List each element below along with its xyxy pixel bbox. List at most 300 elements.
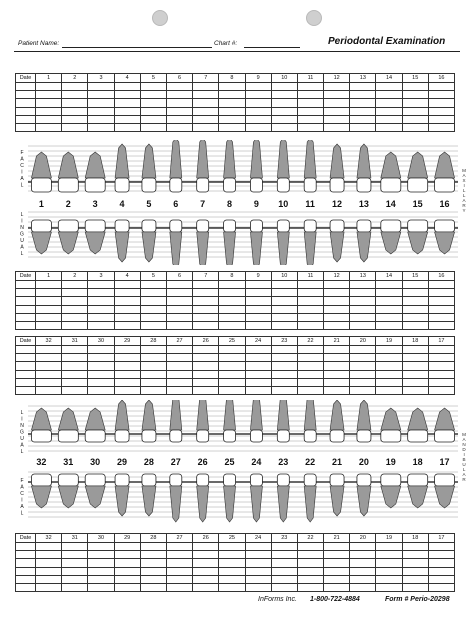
entry-cell[interactable] [62,551,88,559]
entry-cell[interactable] [219,313,245,321]
entry-cell[interactable] [62,370,88,378]
entry-cell[interactable] [193,289,219,297]
entry-cell[interactable] [16,91,36,99]
entry-cell[interactable] [297,107,323,115]
entry-cell[interactable] [88,378,114,386]
entry-cell[interactable] [140,91,166,99]
entry-cell[interactable] [402,281,428,289]
entry-cell[interactable] [297,123,323,131]
entry-cell[interactable] [166,551,192,559]
entry-cell[interactable] [402,370,428,378]
entry-cell[interactable] [140,583,166,591]
entry-cell[interactable] [297,281,323,289]
entry-cell[interactable] [166,107,192,115]
entry-cell[interactable] [324,354,350,362]
entry-cell[interactable] [193,83,219,91]
entry-cell[interactable] [376,297,402,305]
entry-cell[interactable] [350,91,376,99]
entry-cell[interactable] [428,321,454,329]
entry-cell[interactable] [245,551,271,559]
entry-cell[interactable] [245,289,271,297]
entry-cell[interactable] [428,107,454,115]
entry-cell[interactable] [88,583,114,591]
entry-cell[interactable] [114,313,140,321]
entry-cell[interactable] [62,583,88,591]
entry-cell[interactable] [428,281,454,289]
entry-cell[interactable] [428,370,454,378]
entry-cell[interactable] [324,107,350,115]
entry-cell[interactable] [140,370,166,378]
entry-cell[interactable] [350,575,376,583]
entry-cell[interactable] [140,354,166,362]
entry-cell[interactable] [297,551,323,559]
entry-cell[interactable] [297,321,323,329]
entry-cell[interactable] [88,354,114,362]
entry-cell[interactable] [62,107,88,115]
entry-cell[interactable] [428,313,454,321]
entry-cell[interactable] [88,107,114,115]
entry-cell[interactable] [166,583,192,591]
entry-cell[interactable] [166,543,192,551]
entry-cell[interactable] [36,281,62,289]
entry-cell[interactable] [271,115,297,123]
entry-cell[interactable] [297,99,323,107]
entry-cell[interactable] [219,543,245,551]
entry-cell[interactable] [166,297,192,305]
entry-cell[interactable] [271,346,297,354]
entry-cell[interactable] [36,543,62,551]
entry-cell[interactable] [114,543,140,551]
entry-cell[interactable] [428,559,454,567]
entry-cell[interactable] [271,551,297,559]
entry-cell[interactable] [428,115,454,123]
entry-cell[interactable] [114,354,140,362]
entry-cell[interactable] [324,543,350,551]
entry-cell[interactable] [88,386,114,394]
entry-cell[interactable] [166,559,192,567]
entry-cell[interactable] [428,551,454,559]
entry-cell[interactable] [88,346,114,354]
entry-cell[interactable] [350,362,376,370]
entry-cell[interactable] [219,321,245,329]
entry-cell[interactable] [62,115,88,123]
entry-cell[interactable] [428,99,454,107]
entry-cell[interactable] [245,99,271,107]
entry-cell[interactable] [324,362,350,370]
entry-cell[interactable] [36,289,62,297]
entry-cell[interactable] [324,567,350,575]
entry-cell[interactable] [88,370,114,378]
entry-cell[interactable] [245,91,271,99]
entry-cell[interactable] [88,305,114,313]
entry-cell[interactable] [166,305,192,313]
entry-cell[interactable] [297,543,323,551]
entry-cell[interactable] [62,91,88,99]
entry-cell[interactable] [219,370,245,378]
entry-cell[interactable] [324,378,350,386]
entry-cell[interactable] [350,281,376,289]
entry-cell[interactable] [245,305,271,313]
entry-cell[interactable] [193,378,219,386]
entry-cell[interactable] [193,346,219,354]
entry-cell[interactable] [402,583,428,591]
entry-cell[interactable] [376,91,402,99]
entry-cell[interactable] [245,378,271,386]
entry-cell[interactable] [88,289,114,297]
entry-cell[interactable] [350,386,376,394]
entry-cell[interactable] [350,354,376,362]
entry-cell[interactable] [166,115,192,123]
entry-cell[interactable] [62,297,88,305]
entry-cell[interactable] [376,559,402,567]
entry-cell[interactable] [114,83,140,91]
entry-cell[interactable] [16,559,36,567]
entry-cell[interactable] [271,378,297,386]
entry-cell[interactable] [219,123,245,131]
entry-cell[interactable] [219,281,245,289]
entry-cell[interactable] [36,551,62,559]
entry-cell[interactable] [166,386,192,394]
entry-cell[interactable] [36,115,62,123]
entry-cell[interactable] [324,297,350,305]
entry-cell[interactable] [140,281,166,289]
entry-cell[interactable] [166,370,192,378]
entry-cell[interactable] [297,91,323,99]
entry-cell[interactable] [62,354,88,362]
entry-cell[interactable] [36,123,62,131]
entry-cell[interactable] [271,583,297,591]
entry-cell[interactable] [428,91,454,99]
entry-cell[interactable] [297,370,323,378]
entry-cell[interactable] [140,567,166,575]
entry-cell[interactable] [62,386,88,394]
entry-cell[interactable] [166,313,192,321]
entry-cell[interactable] [428,386,454,394]
entry-cell[interactable] [16,99,36,107]
entry-cell[interactable] [376,386,402,394]
entry-cell[interactable] [16,567,36,575]
entry-cell[interactable] [88,99,114,107]
entry-cell[interactable] [271,321,297,329]
entry-cell[interactable] [16,115,36,123]
entry-cell[interactable] [297,386,323,394]
entry-cell[interactable] [324,559,350,567]
entry-cell[interactable] [88,362,114,370]
entry-cell[interactable] [193,370,219,378]
entry-cell[interactable] [376,543,402,551]
entry-cell[interactable] [114,559,140,567]
entry-cell[interactable] [324,289,350,297]
entry-cell[interactable] [376,354,402,362]
entry-cell[interactable] [88,83,114,91]
entry-cell[interactable] [350,123,376,131]
entry-cell[interactable] [350,305,376,313]
entry-cell[interactable] [36,107,62,115]
entry-cell[interactable] [140,575,166,583]
entry-cell[interactable] [16,543,36,551]
entry-cell[interactable] [402,567,428,575]
entry-cell[interactable] [193,362,219,370]
entry-cell[interactable] [428,354,454,362]
entry-cell[interactable] [193,583,219,591]
entry-cell[interactable] [62,321,88,329]
entry-cell[interactable] [297,305,323,313]
entry-cell[interactable] [245,83,271,91]
entry-cell[interactable] [297,559,323,567]
entry-cell[interactable] [428,305,454,313]
entry-cell[interactable] [219,346,245,354]
entry-cell[interactable] [219,289,245,297]
entry-cell[interactable] [16,83,36,91]
entry-cell[interactable] [324,386,350,394]
entry-cell[interactable] [271,91,297,99]
entry-cell[interactable] [88,575,114,583]
entry-cell[interactable] [271,370,297,378]
entry-cell[interactable] [219,575,245,583]
entry-cell[interactable] [402,115,428,123]
entry-cell[interactable] [36,370,62,378]
entry-cell[interactable] [297,346,323,354]
entry-cell[interactable] [16,370,36,378]
entry-cell[interactable] [271,305,297,313]
entry-cell[interactable] [402,354,428,362]
entry-cell[interactable] [324,313,350,321]
entry-cell[interactable] [402,305,428,313]
entry-cell[interactable] [88,321,114,329]
entry-cell[interactable] [88,551,114,559]
entry-cell[interactable] [219,91,245,99]
entry-cell[interactable] [140,115,166,123]
entry-cell[interactable] [271,107,297,115]
entry-cell[interactable] [36,378,62,386]
entry-cell[interactable] [16,575,36,583]
entry-cell[interactable] [114,567,140,575]
entry-cell[interactable] [166,123,192,131]
entry-cell[interactable] [62,567,88,575]
entry-cell[interactable] [193,123,219,131]
entry-cell[interactable] [219,378,245,386]
entry-cell[interactable] [16,289,36,297]
entry-cell[interactable] [114,91,140,99]
entry-cell[interactable] [271,297,297,305]
entry-cell[interactable] [402,321,428,329]
entry-cell[interactable] [140,99,166,107]
entry-cell[interactable] [376,370,402,378]
entry-cell[interactable] [245,354,271,362]
entry-cell[interactable] [193,559,219,567]
entry-cell[interactable] [193,543,219,551]
entry-cell[interactable] [376,281,402,289]
entry-cell[interactable] [324,99,350,107]
entry-cell[interactable] [376,115,402,123]
entry-cell[interactable] [297,378,323,386]
entry-cell[interactable] [376,362,402,370]
entry-cell[interactable] [350,115,376,123]
entry-cell[interactable] [114,362,140,370]
entry-cell[interactable] [376,567,402,575]
entry-cell[interactable] [36,297,62,305]
entry-cell[interactable] [88,281,114,289]
entry-cell[interactable] [402,313,428,321]
entry-cell[interactable] [324,370,350,378]
entry-cell[interactable] [193,281,219,289]
entry-cell[interactable] [166,83,192,91]
entry-cell[interactable] [376,107,402,115]
entry-cell[interactable] [245,362,271,370]
entry-cell[interactable] [350,289,376,297]
entry-cell[interactable] [324,281,350,289]
entry-cell[interactable] [402,83,428,91]
entry-cell[interactable] [219,567,245,575]
entry-cell[interactable] [16,297,36,305]
entry-cell[interactable] [193,354,219,362]
entry-cell[interactable] [62,289,88,297]
entry-cell[interactable] [245,543,271,551]
entry-cell[interactable] [350,321,376,329]
entry-cell[interactable] [114,321,140,329]
patient-name-field[interactable] [62,47,212,48]
entry-cell[interactable] [324,551,350,559]
entry-cell[interactable] [193,99,219,107]
entry-cell[interactable] [324,583,350,591]
entry-cell[interactable] [88,123,114,131]
entry-cell[interactable] [245,575,271,583]
entry-cell[interactable] [271,313,297,321]
entry-cell[interactable] [193,91,219,99]
entry-cell[interactable] [350,99,376,107]
entry-cell[interactable] [271,289,297,297]
entry-cell[interactable] [245,313,271,321]
entry-cell[interactable] [245,583,271,591]
entry-cell[interactable] [428,83,454,91]
entry-cell[interactable] [114,99,140,107]
entry-cell[interactable] [428,575,454,583]
entry-cell[interactable] [140,83,166,91]
entry-cell[interactable] [402,551,428,559]
entry-cell[interactable] [88,313,114,321]
entry-cell[interactable] [88,567,114,575]
entry-cell[interactable] [16,321,36,329]
entry-cell[interactable] [428,346,454,354]
entry-cell[interactable] [245,386,271,394]
entry-cell[interactable] [114,346,140,354]
entry-cell[interactable] [140,378,166,386]
entry-cell[interactable] [428,543,454,551]
entry-cell[interactable] [245,370,271,378]
entry-cell[interactable] [16,551,36,559]
entry-cell[interactable] [166,99,192,107]
entry-cell[interactable] [428,289,454,297]
entry-cell[interactable] [16,281,36,289]
entry-cell[interactable] [114,297,140,305]
entry-cell[interactable] [193,107,219,115]
entry-cell[interactable] [271,362,297,370]
entry-cell[interactable] [62,83,88,91]
entry-cell[interactable] [350,313,376,321]
entry-cell[interactable] [62,313,88,321]
entry-cell[interactable] [88,543,114,551]
entry-cell[interactable] [62,378,88,386]
chart-number-field[interactable] [244,47,300,48]
entry-cell[interactable] [402,559,428,567]
entry-cell[interactable] [88,115,114,123]
entry-cell[interactable] [88,559,114,567]
entry-cell[interactable] [297,83,323,91]
entry-cell[interactable] [350,378,376,386]
entry-cell[interactable] [219,362,245,370]
entry-cell[interactable] [376,99,402,107]
entry-cell[interactable] [140,123,166,131]
entry-cell[interactable] [324,321,350,329]
entry-cell[interactable] [88,91,114,99]
entry-cell[interactable] [297,354,323,362]
entry-cell[interactable] [140,362,166,370]
entry-cell[interactable] [324,115,350,123]
entry-cell[interactable] [140,305,166,313]
entry-cell[interactable] [245,123,271,131]
entry-cell[interactable] [62,99,88,107]
entry-cell[interactable] [114,370,140,378]
entry-cell[interactable] [16,107,36,115]
entry-cell[interactable] [428,297,454,305]
entry-cell[interactable] [350,370,376,378]
entry-cell[interactable] [166,362,192,370]
entry-cell[interactable] [114,551,140,559]
entry-cell[interactable] [36,321,62,329]
entry-cell[interactable] [140,346,166,354]
entry-cell[interactable] [193,575,219,583]
entry-cell[interactable] [350,559,376,567]
entry-cell[interactable] [245,297,271,305]
entry-cell[interactable] [297,297,323,305]
entry-cell[interactable] [62,346,88,354]
entry-cell[interactable] [193,321,219,329]
entry-cell[interactable] [350,83,376,91]
entry-cell[interactable] [297,583,323,591]
entry-cell[interactable] [350,551,376,559]
entry-cell[interactable] [166,567,192,575]
entry-cell[interactable] [36,386,62,394]
entry-cell[interactable] [324,91,350,99]
entry-cell[interactable] [193,386,219,394]
entry-cell[interactable] [271,575,297,583]
entry-cell[interactable] [350,543,376,551]
entry-cell[interactable] [271,354,297,362]
entry-cell[interactable] [271,386,297,394]
entry-cell[interactable] [36,99,62,107]
entry-cell[interactable] [114,281,140,289]
entry-cell[interactable] [376,313,402,321]
entry-cell[interactable] [62,305,88,313]
entry-cell[interactable] [245,115,271,123]
entry-cell[interactable] [402,297,428,305]
entry-cell[interactable] [166,321,192,329]
entry-cell[interactable] [376,289,402,297]
entry-cell[interactable] [402,289,428,297]
entry-cell[interactable] [88,297,114,305]
entry-cell[interactable] [297,289,323,297]
entry-cell[interactable] [219,386,245,394]
entry-cell[interactable] [114,386,140,394]
entry-cell[interactable] [376,346,402,354]
entry-cell[interactable] [36,559,62,567]
entry-cell[interactable] [297,313,323,321]
entry-cell[interactable] [219,99,245,107]
entry-cell[interactable] [166,281,192,289]
entry-cell[interactable] [428,378,454,386]
entry-cell[interactable] [166,575,192,583]
entry-cell[interactable] [114,305,140,313]
